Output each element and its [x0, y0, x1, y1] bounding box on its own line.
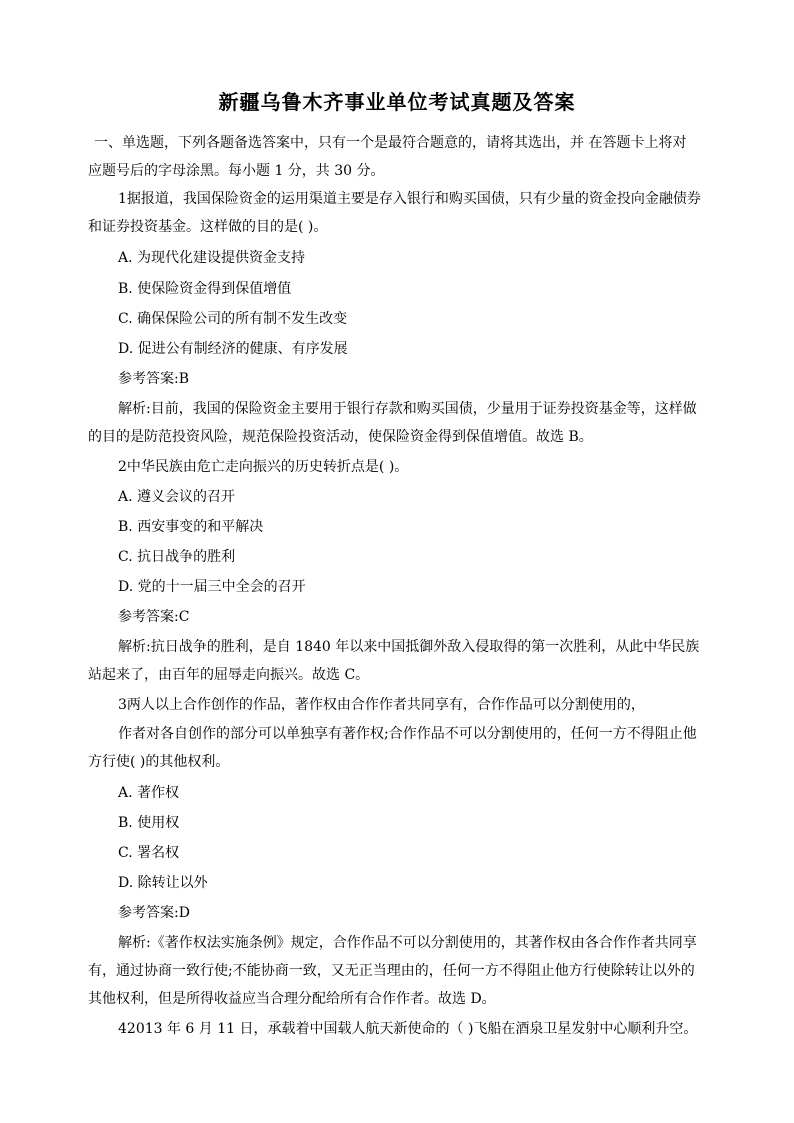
q1-option-a: A. 为现代化建设提供资金支持	[118, 250, 306, 266]
q3-answer: 参考答案:D	[118, 905, 190, 921]
q2-option-d: D. 党的十一届三中全会的召开	[118, 579, 306, 595]
q1-option-d: D. 促进公有制经济的健康、有序发展	[118, 341, 348, 357]
q2-option-c: C. 抗日战争的胜利	[118, 549, 236, 565]
q3-analysis-line-2: 有，通过协商一致行使;不能协商一致，又无正当理由的，任何一方不得阻止他方行使除转让以外的	[88, 963, 695, 979]
q1-stem-line-2: 和证券投资基金。这样做的目的是( )。	[88, 219, 328, 235]
q4-stem-line-1: 42013 年 6 月 11 日，承载着中国载人航天新使命的（ )飞船在酒泉卫星发射中心顺利升空。	[118, 1021, 698, 1037]
section-intro-line-2: 应题号后的字母涂黑。每小题 1 分，共 30 分。	[88, 163, 385, 179]
q3-stem-line-1: 3两人以上合作创作的作品，著作权由合作作者共同享有，合作作品可以分割使用的，	[118, 697, 645, 713]
q3-stem-line-3: 方行使( )的其他权利。	[88, 754, 230, 770]
q3-option-c: C. 署名权	[118, 845, 180, 861]
document-title: 新疆乌鲁木齐事业单位考试真题及答案	[218, 90, 576, 114]
q2-stem-line-1: 2中华民族由危亡走向振兴的历史转折点是( )。	[118, 459, 409, 475]
q2-analysis-line-2: 站起来了，由百年的屈辱走向振兴。故选 C。	[88, 667, 370, 683]
q3-option-d: D. 除转让以外	[118, 875, 208, 891]
q2-analysis-line-1: 解析:抗日战争的胜利，是自 1840 年以来中国抵御外敌入侵取得的第一次胜利，从此中华民族	[118, 639, 700, 655]
q2-option-b: B. 西安事变的和平解决	[118, 519, 264, 535]
q3-option-b: B. 使用权	[118, 815, 180, 831]
q3-analysis-line-1: 解析:《著作权法实施条例》规定，合作作品不可以分割使用的，其著作权由各合作作者共同享	[118, 935, 697, 951]
q1-answer: 参考答案:B	[118, 371, 190, 387]
q3-analysis-line-3: 其他权利，但是所得收益应当合理分配给所有合作作者。故选 D。	[88, 991, 496, 1007]
q2-option-a: A. 遵义会议的召开	[118, 489, 236, 505]
q1-stem-line-1: 1据报道，我国保险资金的运用渠道主要是存入银行和购买国债，只有少量的资金投向金融债券	[118, 191, 701, 207]
q1-option-c: C. 确保保险公司的所有制不发生改变	[118, 311, 348, 327]
q1-option-b: B. 使保险资金得到保值增值	[118, 281, 292, 297]
q3-option-a: A. 著作权	[118, 785, 180, 801]
q2-answer: 参考答案:C	[118, 609, 190, 625]
q1-analysis-line-1: 解析:目前，我国的保险资金主要用于银行存款和购买国债，少量用于证券投资基金等，这样做	[118, 401, 697, 417]
q1-analysis-line-2: 的目的是防范投资风险，规范保险投资活动，使保险资金得到保值增值。故选 B。	[88, 429, 593, 445]
q3-stem-line-2: 作者对各自创作的部分可以单独享有著作权;合作作品不可以分割使用的，任何一方不得阻止他	[118, 726, 697, 742]
section-intro-line-1: 一、单选题，下列各题备选答案中，只有一个是最符合题意的，请将其选出，并 在答题卡上将对	[94, 135, 687, 151]
